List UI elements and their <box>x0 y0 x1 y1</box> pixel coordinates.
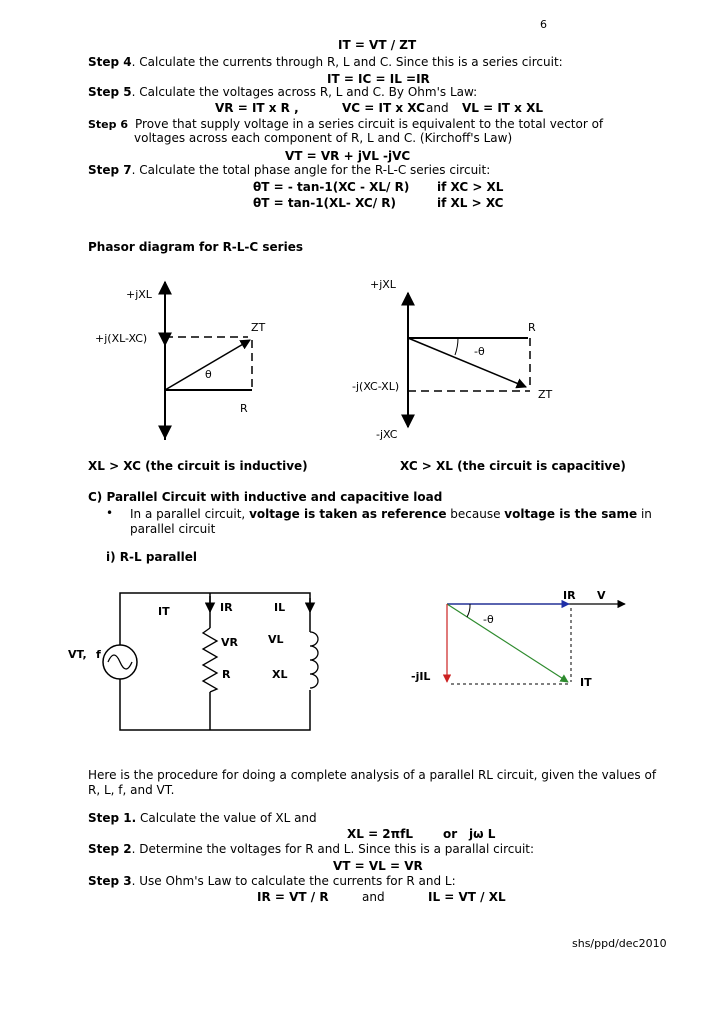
label-r: R <box>222 668 231 681</box>
formula-currents: IT = IC = IL =IR <box>327 72 430 86</box>
step4-text: . Calculate the currents through R, L and C. Since this is a series circuit: <box>131 55 563 69</box>
phasor-diagram-inductive <box>95 282 266 440</box>
step4-label: Step 4 <box>88 55 132 69</box>
bullet-bold2: voltage is the same <box>504 507 638 521</box>
step6-line2: voltages across each component of R, L and C. (Kirchoff's Law) <box>134 131 513 145</box>
step6-label: Step 6 <box>88 118 128 131</box>
formula-vtvl: VT = VL = VR <box>333 859 423 873</box>
formula-and: and <box>426 101 449 115</box>
formula-xl-or: or <box>443 827 458 841</box>
label-jdiff-2: -j(XC-XL) <box>352 380 400 393</box>
formula-ir-and: and <box>362 890 385 904</box>
caption-capacitive: XC > XL (the circuit is capacitive) <box>400 459 626 473</box>
rl-parallel-circuit <box>68 593 320 730</box>
pstep3-text: . Use Ohm's Law to calculate the currents for R and L: <box>131 874 456 888</box>
label-jdiff-1: +j(XL-XC) <box>95 332 148 345</box>
zt-vector-2 <box>408 338 526 387</box>
label-jil-3: -jIL <box>411 670 431 683</box>
caption-inductive: XL > XC (the circuit is inductive) <box>88 459 308 473</box>
procedure-line1: Here is the procedure for doing a complete analysis of a parallel RL circuit, given the values of <box>88 768 657 782</box>
page-number: 6 <box>540 18 547 31</box>
formula-xl-a: XL = 2πfL <box>347 827 414 841</box>
step5-label: Step 5 <box>88 85 132 99</box>
inductor-gap <box>300 632 320 690</box>
phasor-diagram-rl-parallel <box>411 589 625 689</box>
step5-text: . Calculate the voltages across R, L and C. By Ohm's Law: <box>131 85 478 99</box>
label-r-2: R <box>528 321 536 334</box>
step7-text: . Calculate the total phase angle for the R-L-C series circuit: <box>131 163 491 177</box>
label-jxl-2: +jXL <box>370 278 396 291</box>
theta-arc-2 <box>455 338 458 355</box>
procedure-line2: R, L, f, and VT. <box>88 783 175 797</box>
label-v-3: V <box>597 589 606 602</box>
label-il: IL <box>274 601 286 614</box>
label-theta-3: -θ <box>483 613 494 626</box>
phasor-diagram-capacitive <box>352 278 553 441</box>
bullet-bold1: voltage is taken as reference <box>249 507 447 521</box>
formula-it: IT = VT / ZT <box>338 38 417 52</box>
label-f: f <box>96 648 101 661</box>
formula-vr: VR = IT x R , <box>215 101 299 115</box>
section-c-heading: C) Parallel Circuit with inductive and capacitive load <box>88 490 443 504</box>
footer: shs/ppd/dec2010 <box>572 937 667 950</box>
label-vr: VR <box>221 636 238 649</box>
bullet-mid: because <box>446 507 505 521</box>
formula-ir-b: IL = VT / XL <box>428 890 506 904</box>
formula-vc: VC = IT x XC <box>342 101 425 115</box>
label-theta-1: θ <box>205 368 212 381</box>
label-jxc-2: -jXC <box>376 428 398 441</box>
formula-ir-a: IR = VT / R <box>257 890 329 904</box>
pstep1-text: Calculate the value of XL and <box>136 811 317 825</box>
label-vl: VL <box>268 633 284 646</box>
phase2-cond: if XL > XC <box>437 196 504 210</box>
formula-vl: VL = IT x XL <box>462 101 543 115</box>
label-r-1: R <box>240 402 248 415</box>
pstep1-label: Step 1. <box>88 811 137 825</box>
phasor-heading: Phasor diagram for R-L-C series <box>88 240 303 254</box>
bullet-line2: parallel circuit <box>130 522 216 536</box>
phase1-cond: if XC > XL <box>437 180 504 194</box>
formula-vt: VT = VR + jVL -jVC <box>285 149 411 163</box>
bullet-post: in <box>637 507 652 521</box>
label-it: IT <box>158 605 170 618</box>
pstep2-label: Step 2 <box>88 842 132 856</box>
label-vt: VT, <box>68 648 87 661</box>
label-it-3: IT <box>580 676 592 689</box>
theta-arc-3 <box>467 604 470 617</box>
pstep2-text: . Determine the voltages for R and L. Since this is a parallal circuit: <box>131 842 535 856</box>
zt-vector <box>165 340 250 390</box>
label-xl: XL <box>272 668 288 681</box>
pstep3-label: Step 3 <box>88 874 132 888</box>
formula-xl-b: jω L <box>469 827 496 841</box>
label-zt-2: ZT <box>538 388 553 401</box>
label-theta-2: -θ <box>474 345 485 358</box>
bullet-dot: • <box>106 506 114 520</box>
label-ir: IR <box>220 601 233 614</box>
label-ir-3: IR <box>563 589 576 602</box>
step7-label: Step 7 <box>88 163 132 177</box>
phase2-formula: θT = tan-1(XL- XC/ R) <box>253 196 397 210</box>
step6-line1: Prove that supply voltage in a series circuit is equivalent to the total vector of <box>135 117 604 131</box>
label-jxl-1: +jXL <box>126 288 152 301</box>
rl-heading: i) R-L parallel <box>106 550 198 564</box>
label-zt-1: ZT <box>251 321 266 334</box>
bullet-pre: In a parallel circuit, <box>130 507 250 521</box>
phase1-formula: θT = - tan-1(XC - XL/ R) <box>253 180 410 194</box>
it-vector <box>447 604 568 682</box>
